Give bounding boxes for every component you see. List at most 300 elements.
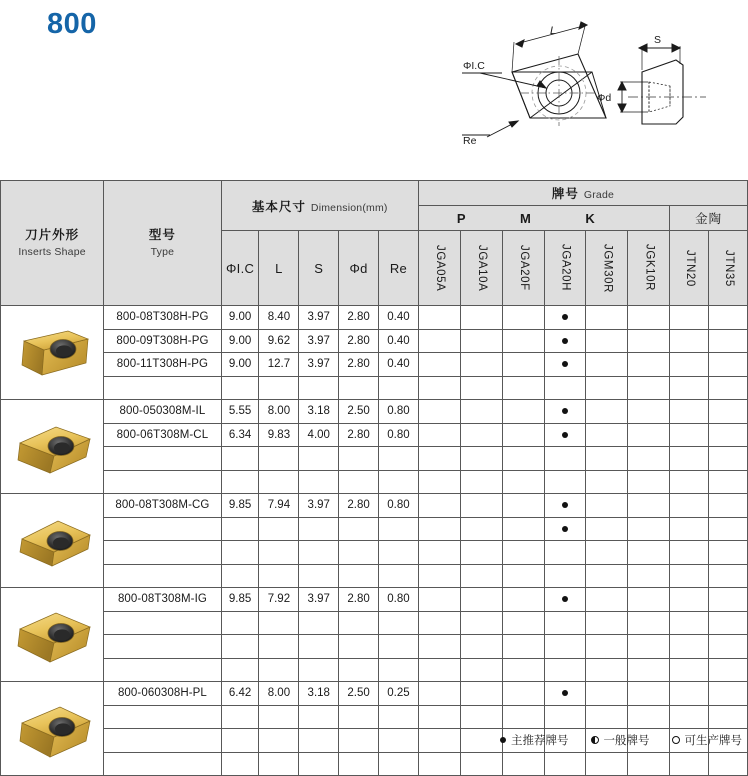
dimension-cell-d: 2.80 (339, 423, 379, 447)
insert-shape-cell (1, 588, 104, 682)
grade-cell-jgm30r (586, 306, 628, 330)
grade-cell-jtn20 (670, 447, 709, 471)
dimension-cell-d (339, 376, 379, 400)
dimension-cell-ic (221, 752, 259, 776)
dimension-cell-re (379, 376, 419, 400)
dimension-cell-ic: 9.85 (221, 588, 259, 612)
diagram-label-re: Re (463, 135, 477, 147)
header-grade (418, 181, 747, 206)
grade-cell-jga20f (502, 564, 544, 588)
dimension-cell-ic: 6.34 (221, 423, 259, 447)
grade-cell-jtn20 (670, 376, 709, 400)
grade-cell-jga10a (460, 611, 502, 635)
dimension-cell-s (299, 541, 339, 565)
grade-cell-jgm30r (586, 635, 628, 659)
grade-cell-jga05a (418, 682, 460, 706)
dimension-cell-re: 0.40 (379, 306, 419, 330)
grade-cell-jtn35 (709, 635, 748, 659)
dimension-cell-re: 0.40 (379, 329, 419, 353)
header-grade-jtn35 (709, 231, 748, 306)
grade-cell-jga05a (418, 729, 460, 753)
grade-cell-jgm30r (586, 564, 628, 588)
grade-cell-jgm30r (586, 470, 628, 494)
dimension-cell-d (339, 752, 379, 776)
grade-cell-jga20h (544, 376, 586, 400)
dimension-cell-d: 2.80 (339, 494, 379, 518)
dimension-cell-l (259, 752, 299, 776)
table-row (1, 705, 748, 729)
grade-cell-jga20f (502, 423, 544, 447)
grade-cell-jgk10r (628, 447, 670, 471)
insert-shape-cell (1, 400, 104, 494)
grade-cell-jga05a (418, 423, 460, 447)
dimension-cell-re (379, 729, 419, 753)
grade-cell-jtn20 (670, 541, 709, 565)
grade-cell-jga10a (460, 705, 502, 729)
dimension-cell-s: 3.97 (299, 353, 339, 377)
grade-cell-jga05a (418, 494, 460, 518)
table-body (1, 306, 748, 776)
grade-cell-jtn35 (709, 376, 748, 400)
dimension-cell-l (259, 376, 299, 400)
grade-cell-jga20h (544, 541, 586, 565)
grade-cell-jga10a (460, 658, 502, 682)
table-row (1, 423, 748, 447)
insert-type-cell (104, 376, 222, 400)
grade-cell-jga20f (502, 658, 544, 682)
grade-cell-jga20f (502, 376, 544, 400)
grade-cell-jga10a (460, 353, 502, 377)
page-title: 800 (47, 8, 97, 40)
dimension-cell-l (259, 447, 299, 471)
dimension-cell-s (299, 658, 339, 682)
grade-cell-jga20h (544, 329, 586, 353)
grade-cell-jtn20 (670, 517, 709, 541)
grade-cell-jga20h (544, 423, 586, 447)
filled-circle-icon (562, 338, 568, 344)
table-row (1, 400, 748, 424)
header-grade-jga10a (460, 231, 502, 306)
grade-cell-jga10a (460, 588, 502, 612)
grade-cell-jga05a (418, 306, 460, 330)
table-row (1, 635, 748, 659)
grade-cell-jtn20 (670, 658, 709, 682)
grade-cell-jga20f (502, 494, 544, 518)
table-row (1, 353, 748, 377)
grade-cell-jtn20 (670, 400, 709, 424)
dimension-cell-l: 8.00 (259, 682, 299, 706)
dimension-cell-l (259, 470, 299, 494)
header-inserts-shape (1, 181, 104, 306)
header-type-cn: 型号 (148, 227, 176, 242)
legend-item-producible (672, 732, 743, 748)
grade-cell-jga10a (460, 329, 502, 353)
grade-cell-jtn35 (709, 564, 748, 588)
header-grade-en: Grade (583, 189, 615, 201)
grade-cell-jtn20 (670, 682, 709, 706)
grade-cell-jtn20 (670, 752, 709, 776)
grade-code-label: JGA20F (517, 245, 530, 291)
grade-cell-jgk10r (628, 682, 670, 706)
grade-cell-jgm30r (586, 423, 628, 447)
dimension-cell-ic (221, 729, 259, 753)
dimension-cell-s (299, 611, 339, 635)
dimension-cell-ic: 9.00 (221, 306, 259, 330)
grade-cell-jga20f (502, 588, 544, 612)
insert-type-cell: 800-08T308M-IG (104, 588, 222, 612)
dimension-cell-ic (221, 517, 259, 541)
dimension-cell-d (339, 447, 379, 471)
header-dim-d: Φd (339, 231, 379, 306)
grade-cell-jga20f (502, 517, 544, 541)
table-row (1, 658, 748, 682)
insert-type-cell (104, 447, 222, 471)
table-row (1, 447, 748, 471)
dimension-cell-d: 2.50 (339, 400, 379, 424)
grade-cell-jga10a (460, 400, 502, 424)
legend-item-recommended (500, 732, 569, 748)
insert-type-cell (104, 705, 222, 729)
grade-cell-jga20h (544, 306, 586, 330)
table-row (1, 306, 748, 330)
grade-cell-jga20f (502, 541, 544, 565)
grade-cell-jtn35 (709, 306, 748, 330)
dimension-cell-re: 0.80 (379, 423, 419, 447)
grade-cell-jgk10r (628, 423, 670, 447)
insert-type-cell (104, 611, 222, 635)
insert-shape-cell (1, 494, 104, 588)
dimension-cell-re (379, 705, 419, 729)
grade-cell-jgk10r (628, 564, 670, 588)
dimension-cell-ic: 6.42 (221, 682, 259, 706)
grade-code-label: JTN35 (722, 249, 735, 287)
header-dimension (221, 181, 418, 231)
dimension-cell-d: 2.80 (339, 353, 379, 377)
dimension-cell-l (259, 611, 299, 635)
dimension-cell-l: 9.83 (259, 423, 299, 447)
legend (500, 732, 742, 748)
header-iso-p: P (456, 210, 467, 226)
grade-code-label: JTN20 (683, 249, 696, 287)
grade-cell-jgm30r (586, 517, 628, 541)
filled-circle-icon (562, 408, 568, 414)
dimension-cell-l: 9.62 (259, 329, 299, 353)
dimension-cell-s (299, 564, 339, 588)
grade-cell-jgk10r (628, 517, 670, 541)
insert-type-cell (104, 517, 222, 541)
dimension-cell-re (379, 447, 419, 471)
dimension-cell-s (299, 635, 339, 659)
dimension-cell-ic (221, 447, 259, 471)
dimension-cell-d (339, 541, 379, 565)
grade-cell-jga20f (502, 682, 544, 706)
grade-cell-jga20h (544, 635, 586, 659)
table-row (1, 376, 748, 400)
grade-cell-jga20h (544, 588, 586, 612)
dimension-cell-re (379, 658, 419, 682)
header-iso-k: K (585, 210, 596, 226)
grade-cell-jga20h (544, 400, 586, 424)
diagram-label-d: Φd (597, 92, 612, 104)
insert-type-cell: 800-060308H-PL (104, 682, 222, 706)
grade-code-label: JGA05A (434, 244, 447, 292)
header-grade-cn: 牌号 (551, 187, 579, 201)
dimension-cell-ic (221, 658, 259, 682)
grade-cell-jga20h (544, 658, 586, 682)
dimension-cell-ic (221, 611, 259, 635)
grade-cell-jtn35 (709, 353, 748, 377)
grade-cell-jga20h (544, 447, 586, 471)
grade-cell-jgk10r (628, 635, 670, 659)
header-dim-l: L (259, 231, 299, 306)
header-grade-jga20f (502, 231, 544, 306)
dimension-cell-s: 3.18 (299, 682, 339, 706)
grade-cell-jga05a (418, 658, 460, 682)
dimension-cell-d: 2.50 (339, 682, 379, 706)
dimension-cell-d (339, 658, 379, 682)
diagram-label-s: S (654, 34, 662, 46)
dimension-cell-l (259, 705, 299, 729)
grade-cell-jgm30r (586, 658, 628, 682)
grade-cell-jtn35 (709, 588, 748, 612)
dimension-cell-s (299, 729, 339, 753)
grade-cell-jga20f (502, 400, 544, 424)
grade-cell-jga20f (502, 329, 544, 353)
grade-cell-jtn20 (670, 470, 709, 494)
grade-cell-jtn35 (709, 705, 748, 729)
dimension-cell-s (299, 447, 339, 471)
dimension-cell-re: 0.40 (379, 353, 419, 377)
dimension-cell-s: 3.18 (299, 400, 339, 424)
dimension-cell-l (259, 658, 299, 682)
grade-cell-jgm30r (586, 329, 628, 353)
dimension-cell-l: 12.7 (259, 353, 299, 377)
grade-cell-jga05a (418, 447, 460, 471)
header-inserts-shape-cn: 刀片外形 (25, 227, 80, 242)
grade-cell-jgk10r (628, 541, 670, 565)
dimension-cell-ic: 9.85 (221, 494, 259, 518)
header-dimension-en: Dimension(mm) (310, 201, 388, 214)
header-grade-jga20h (544, 231, 586, 306)
grade-cell-jtn20 (670, 705, 709, 729)
insert-type-cell (104, 635, 222, 659)
grade-cell-jga10a (460, 635, 502, 659)
dimension-cell-d (339, 705, 379, 729)
grade-cell-jtn20 (670, 635, 709, 659)
grade-cell-jtn20 (670, 329, 709, 353)
insert-type-cell (104, 752, 222, 776)
header-type-en: Type (150, 245, 175, 258)
grade-cell-jga05a (418, 752, 460, 776)
dimension-cell-re (379, 517, 419, 541)
dimension-cell-ic (221, 705, 259, 729)
dimension-cell-l (259, 729, 299, 753)
grade-code-label: JGA10A (475, 244, 488, 292)
grade-cell-jtn20 (670, 353, 709, 377)
filled-circle-icon (562, 432, 568, 438)
grade-cell-jga20f (502, 353, 544, 377)
filled-circle-icon (562, 596, 568, 602)
grade-cell-jga05a (418, 329, 460, 353)
dimension-cell-s: 3.97 (299, 588, 339, 612)
dimension-cell-re (379, 470, 419, 494)
grade-cell-jgm30r (586, 447, 628, 471)
dimension-cell-d: 2.80 (339, 306, 379, 330)
grade-cell-jtn20 (670, 588, 709, 612)
dimension-cell-re: 0.25 (379, 682, 419, 706)
insert-geometry-svg (440, 20, 748, 150)
header-iso-m: M (520, 210, 532, 226)
dimension-cell-l: 7.94 (259, 494, 299, 518)
grade-cell-jtn35 (709, 447, 748, 471)
insert-type-cell (104, 564, 222, 588)
filled-circle-icon (562, 526, 568, 532)
grade-cell-jgk10r (628, 376, 670, 400)
header-dim-ic: ΦI.C (221, 231, 259, 306)
grade-cell-jgm30r (586, 588, 628, 612)
insert-type-cell (104, 541, 222, 565)
grade-cell-jga05a (418, 564, 460, 588)
grade-cell-jtn35 (709, 682, 748, 706)
grade-cell-jgm30r (586, 353, 628, 377)
insert-type-cell (104, 658, 222, 682)
half-filled-circle-icon (591, 736, 599, 744)
grade-cell-jga10a (460, 752, 502, 776)
filled-circle-icon (562, 690, 568, 696)
insert-shape-5 (6, 695, 98, 763)
grade-cell-jgk10r (628, 658, 670, 682)
grade-cell-jtn20 (670, 494, 709, 518)
grade-cell-jtn35 (709, 494, 748, 518)
grade-cell-jtn35 (709, 423, 748, 447)
dimension-cell-s: 3.97 (299, 329, 339, 353)
dimension-cell-ic: 9.00 (221, 353, 259, 377)
header-grade-jtn20 (670, 231, 709, 306)
dimension-cell-d (339, 729, 379, 753)
insert-shape-1 (6, 319, 98, 387)
dimension-cell-s (299, 752, 339, 776)
filled-circle-icon (562, 361, 568, 367)
insert-shape-4 (6, 601, 98, 669)
grade-cell-jgm30r (586, 400, 628, 424)
grade-cell-jtn35 (709, 329, 748, 353)
grade-cell-jgm30r (586, 494, 628, 518)
dimension-cell-s (299, 470, 339, 494)
insert-shape-3 (6, 507, 98, 575)
header-grade-jgm30r (586, 231, 628, 306)
grade-cell-jga05a (418, 400, 460, 424)
dimension-cell-l (259, 635, 299, 659)
grade-cell-jgm30r (586, 541, 628, 565)
insert-type-cell: 800-06T308M-CL (104, 423, 222, 447)
dimension-cell-s (299, 517, 339, 541)
dimension-cell-ic: 5.55 (221, 400, 259, 424)
dimension-cell-re: 0.80 (379, 588, 419, 612)
insert-shape-2 (6, 413, 98, 481)
legend-item-general (591, 732, 650, 748)
dimension-cell-d: 2.80 (339, 329, 379, 353)
insert-type-cell: 800-09T308H-PG (104, 329, 222, 353)
open-circle-icon (672, 736, 680, 744)
table-row (1, 541, 748, 565)
grade-cell-jga10a (460, 306, 502, 330)
grade-cell-jgk10r (628, 588, 670, 612)
dimension-cell-re (379, 635, 419, 659)
header-iso-groups (418, 206, 669, 231)
grade-cell-jtn35 (709, 541, 748, 565)
table-row (1, 329, 748, 353)
grade-cell-jga20h (544, 564, 586, 588)
dimension-cell-d (339, 635, 379, 659)
grade-cell-jga10a (460, 447, 502, 471)
header-grade-jga05a (418, 231, 460, 306)
table-header (1, 181, 748, 306)
dimension-cell-re (379, 541, 419, 565)
dimension-cell-l: 8.00 (259, 400, 299, 424)
grade-cell-jga20f (502, 752, 544, 776)
dimension-cell-ic (221, 470, 259, 494)
dimension-cell-d (339, 517, 379, 541)
insert-type-cell (104, 729, 222, 753)
legend-label-recommended: 主推荐牌号 (511, 735, 569, 747)
grade-code-label: JGA20H (559, 244, 572, 292)
grade-cell-jgm30r (586, 752, 628, 776)
insert-type-cell: 800-11T308H-PG (104, 353, 222, 377)
dimension-cell-s: 4.00 (299, 423, 339, 447)
header-grade-jgk10r (628, 231, 670, 306)
grade-cell-jga20f (502, 611, 544, 635)
grade-cell-jgk10r (628, 705, 670, 729)
dimension-cell-l (259, 517, 299, 541)
grade-cell-jga05a (418, 588, 460, 612)
grade-cell-jga20h (544, 517, 586, 541)
grade-cell-jga20f (502, 705, 544, 729)
grade-cell-jga10a (460, 564, 502, 588)
insert-type-cell: 800-08T308M-CG (104, 494, 222, 518)
grade-code-label: JGK10R (643, 244, 656, 292)
table-row (1, 470, 748, 494)
dimension-cell-re (379, 611, 419, 635)
table-row (1, 752, 748, 776)
grade-cell-jtn35 (709, 517, 748, 541)
grade-cell-jga05a (418, 517, 460, 541)
grade-cell-jtn20 (670, 611, 709, 635)
grade-cell-jgk10r (628, 752, 670, 776)
grade-cell-jga20h (544, 611, 586, 635)
table-row (1, 564, 748, 588)
header-dim-re: Re (379, 231, 419, 306)
grade-cell-jgk10r (628, 329, 670, 353)
grade-cell-jtn35 (709, 400, 748, 424)
grade-cell-jgm30r (586, 611, 628, 635)
dimension-cell-d (339, 611, 379, 635)
dimension-cell-d (339, 470, 379, 494)
dimension-cell-l (259, 564, 299, 588)
grade-cell-jtn35 (709, 470, 748, 494)
grade-cell-jga20h (544, 353, 586, 377)
filled-circle-icon (562, 502, 568, 508)
dimension-cell-d: 2.80 (339, 588, 379, 612)
grade-cell-jtn20 (670, 306, 709, 330)
legend-label-producible: 可生产牌号 (684, 735, 742, 747)
dimension-cell-ic (221, 541, 259, 565)
grade-cell-jga20h (544, 470, 586, 494)
table-row (1, 611, 748, 635)
specification-table (0, 180, 748, 776)
grade-cell-jga20h (544, 682, 586, 706)
dimension-cell-re: 0.80 (379, 400, 419, 424)
grade-cell-jga10a (460, 470, 502, 494)
